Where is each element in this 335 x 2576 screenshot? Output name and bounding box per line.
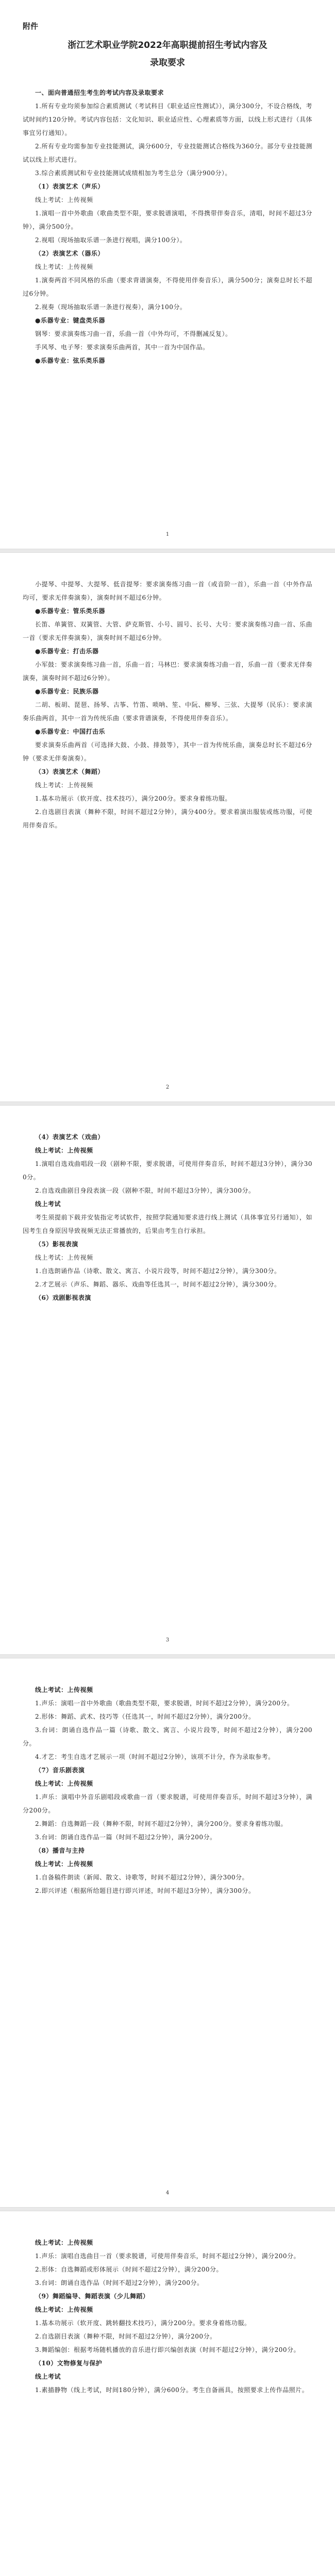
document-page xyxy=(0,2211,335,2576)
paragraph: 2.才艺展示（声乐、舞蹈、器乐、戏曲等任选其一，时间不超过2分钟），满分300分。 xyxy=(35,1281,281,1288)
paragraph: 1.演奏两首不同风格的乐曲（要求背谱演奏，不得使用伴奏音乐），满分500分；演奏总时长不超过6分钟。 xyxy=(23,277,312,297)
section-heading: ●乐器专业：键盘类乐器 xyxy=(35,317,105,324)
paragraph: 3.台词：朗诵自选作品一篇（时间不超过2分钟），满分200分。 xyxy=(35,1834,216,1841)
section-heading: ●乐器专业：打击乐器 xyxy=(35,648,99,655)
document-title: 浙江艺术职业学院2022年高职提前招生考试内容及 xyxy=(68,40,267,50)
section-heading: 线上考试：上传视频 xyxy=(35,1147,93,1154)
paragraph: 2.舞蹈：自选舞蹈一段（舞种不限，时间不超过2分钟），满分200分。要求身着练功服。 xyxy=(35,1820,287,1827)
section-heading: （7）音乐剧表演 xyxy=(35,1767,85,1774)
paragraph: 3.台词：朗诵自选作品（时间不超过2分钟），满分200分。 xyxy=(35,2279,204,2286)
section-heading: （5）影视表演 xyxy=(35,1241,78,1248)
paragraph: 线上考试：上传视频 xyxy=(35,1254,93,1261)
document-page xyxy=(0,1106,335,1654)
paragraph: 1.演唱一首中外歌曲（歌曲类型不限，要求脱谱演唱，不得携带伴奏音乐，清唱，时间不超过3分钟），满分500分。 xyxy=(23,210,312,230)
paragraph: 1.自选朗诵作品（诗歌、散文、寓言、小说片段等，时间不超过2分钟），满分300分。 xyxy=(35,1267,281,1275)
paragraph: 2.自选戏曲剧目身段表演一段（剧种不限，时间不超过3分钟），满分300分。 xyxy=(35,1187,255,1194)
section-heading: （3）表演艺术（舞蹈） xyxy=(35,768,104,775)
paragraph: 2.所有专业均需参加专业技能测试，满分600分，专业技能测试合格线为360分。部分专业技能测试以线上形式进行。 xyxy=(23,143,312,163)
section-heading: 线上考试 xyxy=(35,2373,61,2380)
section-heading: （2）表演艺术（器乐） xyxy=(35,250,104,257)
page-separator xyxy=(0,2207,335,2211)
document-title-line2: 录取要求 xyxy=(150,58,185,68)
paragraph: 1.声乐：演唱一首中外歌曲（歌曲类型不限，要求脱谱，时间不超过2分钟），满分200分。 xyxy=(35,1700,294,1707)
page-number: 1 xyxy=(165,532,170,537)
paragraph: 小军鼓：要求演奏练习曲一首，乐曲一首；马林巴：要求演奏练习曲一首，乐曲一首（要求无伴奏演奏，演奏时间不超过6分钟）。 xyxy=(23,661,312,682)
paragraph: 3.综合素质测试和专业技能测试成绩相加为考生总分（满分900分）。 xyxy=(35,170,231,177)
attachment-label: 附件 xyxy=(23,22,39,31)
paragraph: 要求演奏乐曲两首（可选择大鼓、小鼓、排鼓等），其中一首为传统乐曲，演奏总时长不超过6分钟（要求无伴奏演奏）。 xyxy=(23,741,312,762)
section-heading: （8）播音与主持 xyxy=(35,1847,85,1854)
section-heading: 线上考试 xyxy=(35,1200,61,1208)
paragraph: 1.演唱自选戏曲唱段一段（剧种不限，要求脱谱，可使用伴奏音乐，时间不超过3分钟），满分300分。 xyxy=(23,1160,312,1181)
paragraph: 线上考试：上传视频 xyxy=(35,263,93,270)
paragraph: 2.自选剧目表演（舞种不限，时间不超过2分钟），满分200分。 xyxy=(35,2333,216,2340)
paragraph: 2.形体：自选舞蹈或形体展示（时间不超过2分钟），满分200分。 xyxy=(35,2266,223,2273)
section-heading: ●乐器专业：民族乐器 xyxy=(35,688,99,695)
section-heading: ●乐器专业：管乐类乐器 xyxy=(35,607,105,615)
paragraph: 1.自备稿件朗读（新闻、散文、诗歌等，时间不超过2分钟），满分300分。 xyxy=(35,1874,248,1881)
section-heading: 线上考试：上传视频 xyxy=(35,1686,93,1693)
page-separator xyxy=(0,1654,335,1658)
section-heading: 线上考试：上传视频 xyxy=(35,1860,93,1868)
paragraph: 钢琴：要求演奏练习曲一首，乐曲一首（中外均可，不得删减反复）。 xyxy=(35,330,232,337)
page-number: 4 xyxy=(165,2190,170,2196)
section-heading: 一、面向普通招生考生的考试内容及录取要求 xyxy=(35,89,164,96)
document-page xyxy=(0,0,335,549)
document-page xyxy=(0,1658,335,2207)
paragraph: 长笛、单簧管、双簧管、大管、萨克斯管、小号、圆号、长号、大号：要求演奏练习曲一首、乐曲一首（要求无伴奏演奏），演奏时间不超过6分钟。 xyxy=(23,621,312,641)
paragraph: 3.舞蹈编创：根据考场随机播放的音乐进行即兴编创表演（时间不超过2分钟），满分200分。 xyxy=(35,2346,300,2353)
paragraph: 1.基本功展示（软开度、技术技巧），满分200分。要求身着练功服。 xyxy=(35,795,231,802)
page-separator xyxy=(0,549,335,553)
paragraph: 2.视唱（现场抽取乐谱一条进行视唱，满分100分）。 xyxy=(35,236,187,244)
paragraph: 二胡、板胡、琵琶、扬琴、古筝、竹笛、唢呐、笙、中阮、柳琴、三弦、大提琴（民乐）：要求演奏乐曲两首，其中一首为传统乐曲（要求背谱演奏，不得使用伴奏音乐）。 xyxy=(23,701,312,722)
paragraph: 小提琴、中提琴、大提琴、低音提琴：要求演奏练习曲一首（或音阶一首），乐曲一首（中外作品均可，要求无伴奏演奏），演奏时间不超过6分钟。 xyxy=(23,581,312,601)
paragraph: 3.台词：朗诵自选作品一篇（诗歌、散文、寓言、小说片段等，时间不超过2分钟），满分200分。 xyxy=(23,1726,312,1747)
section-heading: ●乐器专业：弦乐类乐器 xyxy=(35,357,105,364)
section-heading: 线上考试：上传视频 xyxy=(35,2239,93,2246)
paragraph: 考生须提前下载并安装指定考试软件，按照学院通知要求进行线上测试（具体事宜另行通知），如因考生自身原因导致视频无法正常播放的，后果由考生自行承担。 xyxy=(23,1214,312,1234)
page-number: 2 xyxy=(165,1084,170,1090)
section-heading: 线上考试：上传视频 xyxy=(35,2306,93,2313)
section-heading: （10）文物修复与保护 xyxy=(35,2360,103,2367)
paragraph: 2.即兴评述（根据所给题目进行即兴评述，时间不超过3分钟），满分300分。 xyxy=(35,1887,255,1894)
paragraph: 1.基本功展示（软开度、跳转翻技术技巧），满分200分。要求身着练功服。 xyxy=(35,2319,251,2327)
paragraph: 2.形体：舞蹈、武术、技巧等（任选其一，时间不超过2分钟），满分200分。 xyxy=(35,1713,255,1720)
section-heading: （4）表演艺术（戏曲） xyxy=(35,1133,104,1141)
paragraph: 手风琴、电子琴：要求演奏乐曲两首，其中一首为中国作品。 xyxy=(35,344,209,351)
paragraph: 2.视奏（现场抽取乐谱一条进行视奏），满分100分。 xyxy=(35,303,187,311)
paragraph: 1.声乐：演唱中外音乐剧唱段或歌曲一首（要求脱谱，可使用伴奏音乐，时间不超过3分钟），满分200分。 xyxy=(23,1793,312,1814)
section-heading: 线上考试：上传视频 xyxy=(35,1780,93,1787)
section-heading: （9）舞蹈编导、舞蹈表演（少儿舞蹈） xyxy=(35,2293,149,2300)
document-page xyxy=(0,553,335,1101)
paragraph: 线上考试：上传视频 xyxy=(35,782,93,789)
paragraph: 线上考试：上传视频 xyxy=(35,196,93,204)
section-heading: ●乐器专业：中国打击乐 xyxy=(35,728,105,735)
paragraph: 1.所有专业均须参加综合素质测试（考试科目《职业适应性测试》），满分300分，不设合格线，考试时间约120分钟。考试内容包括：文化知识、职业适应性、心理素质等方面，以线上形式进行（具体事宜另行通知）。 xyxy=(23,103,312,137)
page-separator xyxy=(0,1101,335,1106)
paragraph: 4.才艺：考生自选才艺展示一项（时间不超过2分钟），该项不计分，作为录取参考。 xyxy=(35,1753,275,1760)
page-number: 3 xyxy=(165,1637,170,1643)
section-heading: （6）戏剧影视表演 xyxy=(35,1294,91,1301)
paragraph: 1.素描静物（线上考试，时间180分钟），满分600分。考生自备画具，按照要求上传作品照片。 xyxy=(35,2386,309,2394)
paragraph: 2.自选剧目表演（舞种不限，时间不超过2分钟），满分400分。要求着演出服装或练功服，可使用伴奏音乐。 xyxy=(23,808,312,829)
section-heading: （1）表演艺术（声乐） xyxy=(35,183,104,190)
paragraph: 1.声乐：演唱自选曲目一首（要求脱谱，可使用伴奏音乐，时间不超过2分钟），满分200分。 xyxy=(35,2252,300,2260)
